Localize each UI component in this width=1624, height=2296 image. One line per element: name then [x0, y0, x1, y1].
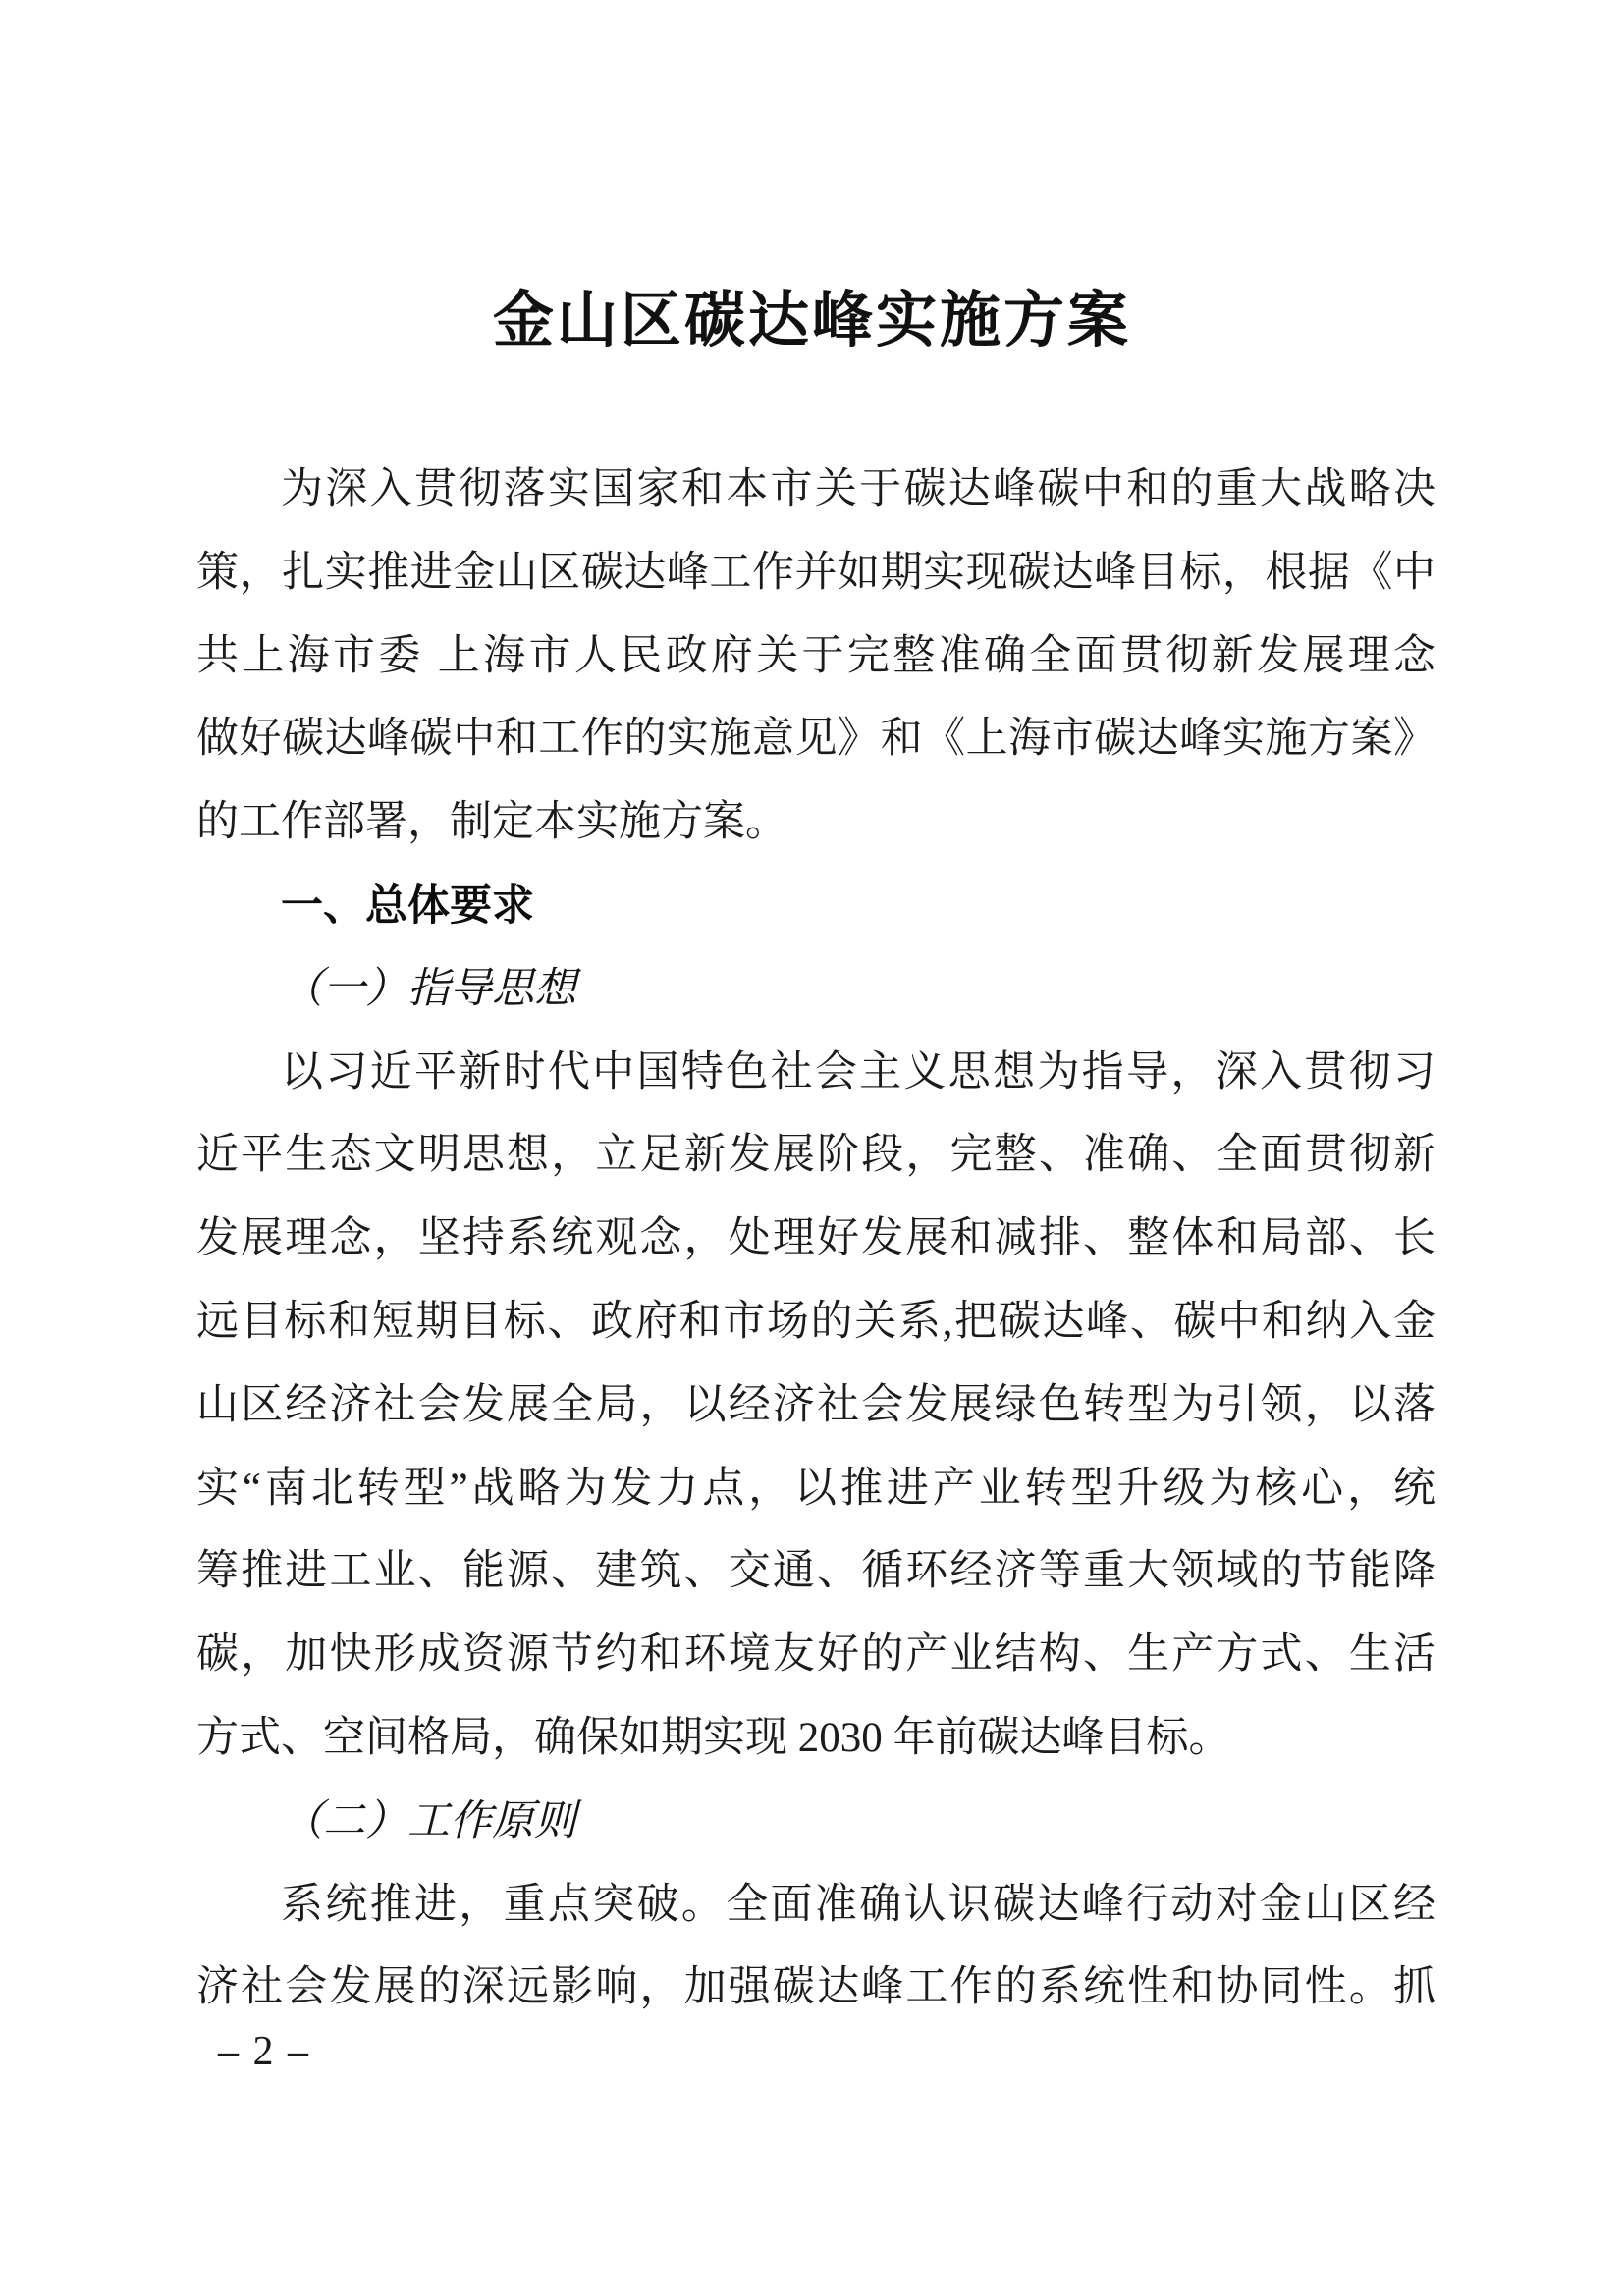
text-line: 实“南北转型”战略为发力点，以推进产业转型升级为核心，统	[196, 1465, 1435, 1512]
text-line: 为深入贯彻落实国家和本市关于碳达峰碳中和的重大战略决	[281, 466, 1435, 512]
text-line: 筹推进工业、能源、建筑、交通、循环经济等重大领域的节能降	[196, 1548, 1435, 1595]
document-title: 金山区碳达峰实施方案	[492, 288, 1131, 354]
text-line: 济社会发展的深远影响，加强碳达峰工作的系统性和协同性。抓	[196, 1964, 1435, 2011]
text-line: 以习近平新时代中国特色社会主义思想为指导，深入贯彻习	[281, 1048, 1435, 1095]
text-line: 碳，加快形成资源节约和环境友好的产业结构、生产方式、生活	[196, 1631, 1435, 1679]
text-line: 系统推进，重点突破。全面准确认识碳达峰行动对金山区经	[281, 1881, 1435, 1928]
text-line: 做好碳达峰碳中和工作的实施意见》和《上海市碳达峰实施方案》	[196, 716, 1435, 763]
text-line: 发展理念，坚持系统观念，处理好发展和减排、整体和局部、长	[196, 1215, 1435, 1262]
text-line: 的工作部署，制定本实施方案。	[196, 799, 787, 846]
text-line: 山区经济社会发展全局，以经济社会发展绿色转型为引领，以落	[196, 1381, 1435, 1428]
text-line: 近平生态文明思想，立足新发展阶段，完整、准确、全面贯彻新	[196, 1132, 1435, 1179]
subsection-heading: （二）工作原则	[281, 1797, 576, 1844]
subsection-heading: （一）指导思想	[281, 965, 576, 1012]
page-number: – 2 –	[218, 2029, 310, 2074]
document-body	[196, 449, 1435, 2030]
text-line: 方式、空间格局，确保如期实现 2030 年前碳达峰目标。	[196, 1714, 1231, 1761]
text-line: 共上海市委 上海市人民政府关于完整准确全面贯彻新发展理念	[196, 632, 1435, 679]
text-line: 远目标和短期目标、政府和市场的关系,把碳达峰、碳中和纳入金	[196, 1298, 1435, 1345]
section-heading: 一、总体要求	[281, 881, 534, 930]
text-line: 策，扎实推进金山区碳达峰工作并如期实现碳达峰目标，根据《中	[196, 549, 1435, 596]
